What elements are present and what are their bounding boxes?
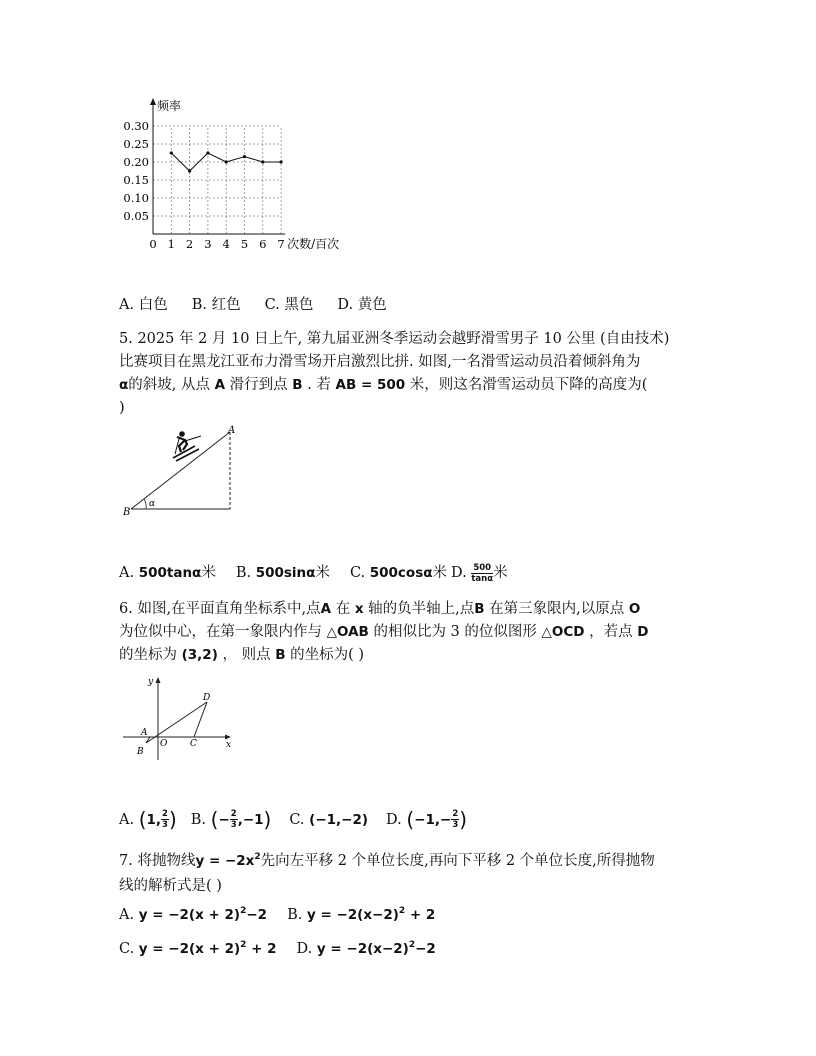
q7-options-row-2 — [119, 938, 436, 963]
chart-y-label: 频率 — [157, 99, 182, 113]
q5-option-c[interactable] — [350, 565, 447, 581]
data-point — [188, 169, 191, 172]
label-a: A — [141, 728, 148, 738]
q6-coordinate-figure — [118, 672, 238, 764]
math-point-a: A — [214, 377, 226, 393]
q6-line-3 — [119, 644, 648, 667]
q5-option-a[interactable] — [119, 565, 216, 581]
math-ocd: △OCD — [541, 624, 585, 640]
prefix: B. — [190, 811, 207, 828]
unit: 米 — [201, 565, 216, 581]
unit: 米 — [493, 565, 508, 581]
math-b: B — [474, 601, 485, 617]
label-o: O — [160, 739, 168, 749]
angle-arc — [144, 499, 146, 509]
math: y = −2(x−2) — [306, 907, 399, 923]
data-point — [206, 151, 209, 154]
prefix: D. — [451, 565, 467, 581]
q6-line-1 — [119, 598, 648, 621]
q4-option-d[interactable]: D. 黄色 — [337, 297, 387, 313]
fraction: $\frac{500}{\tan\alpha}$ — [471, 562, 494, 584]
text: 在第三象限内,以原点 — [489, 601, 625, 617]
math-a: A — [320, 601, 332, 617]
prefix: A. — [119, 907, 135, 923]
text: 先向左平移 2 个单位长度,再向下平移 2 个单位长度,所得抛物 — [260, 853, 655, 869]
text: 的相似比为 3 的位似图形 — [373, 624, 537, 640]
q5-option-b[interactable] — [236, 565, 330, 581]
math: − — [218, 811, 230, 828]
label-d: D — [203, 693, 211, 703]
q4-option-b[interactable]: B. 红色 — [191, 297, 241, 313]
math: y = −2(x + 2) — [138, 941, 241, 957]
prefix: B. — [287, 907, 303, 923]
prefix: D. — [386, 811, 402, 828]
unit: 米 — [432, 565, 448, 581]
q6-option-a[interactable]: A. (1, $\frac{2}{3}$ ) — [119, 807, 177, 831]
label-alpha: α — [149, 499, 156, 509]
skier-icon — [173, 431, 201, 461]
text: 的坐标为( ) — [290, 647, 365, 663]
math: −1,− — [414, 811, 452, 828]
math-x: x — [354, 601, 364, 617]
label-b: B — [123, 507, 131, 518]
superscript: 2 — [398, 906, 406, 916]
math: ,−1 — [237, 811, 264, 828]
x-tick-label: 2 — [185, 237, 194, 251]
text: ， 则点 — [222, 647, 271, 663]
math-o: O — [628, 601, 641, 617]
data-point — [243, 155, 246, 158]
text: 7. 将抛物线 — [119, 853, 196, 869]
x-tick-label: 0 — [149, 237, 157, 251]
q7-line-2: 线的解析式是( ) — [119, 878, 222, 894]
math: −2 — [415, 941, 436, 957]
chart-grid — [153, 126, 281, 234]
q5-line-1: 5. 2025 年 2 月 10 日上午, 第九届亚洲冬季运动会越野滑雪男子 10 公里 (自由技术) — [119, 331, 670, 347]
q7-option-b[interactable] — [287, 907, 435, 923]
math: (−1,−2) — [309, 811, 369, 828]
superscript: 2 — [408, 940, 416, 950]
y-tick-label: 0.15 — [123, 173, 149, 187]
q7-line-1 — [119, 850, 655, 875]
q6-option-c[interactable] — [289, 812, 368, 828]
fraction: $\frac{2}{3}$ — [162, 809, 168, 830]
chart-y-ticks — [123, 119, 149, 223]
superscript: 2 — [240, 906, 247, 916]
math: 1, — [146, 811, 162, 828]
math-point-b: B — [292, 377, 303, 393]
q5-stem — [119, 328, 669, 420]
q7-stem — [119, 850, 655, 898]
segment-dc — [194, 702, 207, 737]
prefix: B. — [235, 565, 252, 581]
prefix: A. — [119, 811, 135, 828]
y-tick-label: 0.05 — [123, 209, 149, 223]
text: 的坐标为 — [119, 647, 177, 663]
q6-line-2 — [119, 621, 648, 644]
y-tick-label: 0.10 — [123, 191, 149, 205]
text: 滑行到点 — [229, 377, 288, 393]
q4-option-c[interactable]: C. 黑色 — [264, 297, 314, 313]
label-c: C — [190, 739, 197, 749]
x-tick-label: 4 — [222, 237, 230, 251]
text: ，若点 — [589, 624, 633, 640]
math: 500cosα — [369, 565, 433, 581]
superscript: 2 — [254, 852, 261, 862]
q6-options — [119, 808, 467, 832]
text: 的斜坡, 从点 — [128, 377, 210, 393]
q7-option-d[interactable] — [297, 941, 436, 957]
x-axis-arrow — [225, 735, 231, 740]
fraction: $\frac{2}{3}$ — [452, 809, 459, 830]
x-tick-label: 6 — [259, 237, 267, 251]
text: . 若 — [307, 377, 331, 393]
unit: 米 — [315, 565, 330, 581]
q5-slope-figure — [115, 420, 245, 520]
q4-options — [119, 294, 387, 317]
chart-x-label: 次数/百次 — [287, 237, 340, 251]
math: −2 — [246, 907, 268, 923]
data-point — [261, 160, 264, 163]
q4-option-a[interactable]: A. 白色 — [119, 297, 168, 313]
q7-option-c[interactable] — [119, 941, 277, 957]
q5-line-3 — [119, 374, 669, 397]
x-tick-label: 1 — [167, 237, 175, 251]
math-d: D — [637, 624, 649, 640]
q5-option-d[interactable] — [451, 562, 508, 584]
y-axis-arrow — [150, 98, 156, 105]
math: y = −2(x−2) — [316, 941, 409, 957]
q5-line-4: ) — [119, 400, 125, 416]
text: 6. 如图,在平面直角坐标系中,点 — [119, 601, 321, 617]
math: + 2 — [405, 907, 436, 923]
data-point — [170, 151, 173, 154]
math: 500tanα — [138, 565, 202, 581]
y-axis-arrow — [156, 677, 161, 683]
chart-axes — [150, 98, 285, 234]
y-tick-label: 0.20 — [123, 155, 149, 169]
label-x: x — [226, 740, 232, 750]
text: 在 — [335, 601, 351, 617]
data-point — [280, 160, 283, 163]
prefix: C. — [349, 565, 366, 581]
fraction: $\frac{2}{3}$ — [230, 809, 237, 830]
data-point — [225, 160, 228, 163]
math-ab-500: AB = 500 — [335, 377, 406, 393]
math-alpha: α — [119, 377, 129, 393]
label-a: A — [228, 425, 236, 436]
x-tick-label: 7 — [277, 237, 285, 251]
y-tick-label: 0.30 — [123, 119, 149, 133]
frequency-chart — [110, 92, 370, 257]
q6-stem — [119, 598, 648, 667]
math: 500sinα — [255, 565, 316, 581]
q7-option-a[interactable] — [119, 907, 267, 923]
x-tick-label: 5 — [240, 237, 249, 251]
q6-option-b[interactable]: B. (− $\frac{2}{3}$ ,−1) — [190, 807, 272, 831]
prefix: D. — [296, 941, 313, 957]
label-y: y — [148, 677, 154, 687]
math-coord-d: (3,2) — [181, 647, 218, 663]
x-tick-label: 3 — [204, 237, 212, 251]
math: + 2 — [246, 941, 277, 957]
math: y = −2(x + 2) — [138, 907, 241, 923]
text: 为位似中心，在第一象限内作与 — [119, 624, 322, 640]
y-tick-label: 0.25 — [123, 137, 149, 151]
text: 轴的负半轴上,点 — [368, 601, 475, 617]
q5-line-2: 比赛项目在黑龙江亚布力滑雪场开启激烈比拼. 如图,一名滑雪运动员沿着倾斜角为 — [119, 354, 641, 370]
prefix: C. — [119, 941, 135, 957]
math-oab: △OAB — [326, 624, 369, 640]
q5-options — [119, 562, 508, 585]
q6-option-d[interactable]: D. (−1,− $\frac{2}{3}$ ) — [386, 807, 468, 831]
label-b: B — [137, 747, 144, 757]
prefix: C. — [289, 811, 305, 828]
prefix: A. — [119, 565, 135, 581]
math: y = −2x — [195, 853, 255, 869]
math-b: B — [275, 647, 286, 663]
superscript: 2 — [240, 940, 247, 950]
text: 米，则这名滑雪运动员下降的高度为( — [409, 377, 648, 393]
chart-x-ticks — [149, 237, 284, 251]
q7-options-row-1 — [119, 904, 435, 929]
